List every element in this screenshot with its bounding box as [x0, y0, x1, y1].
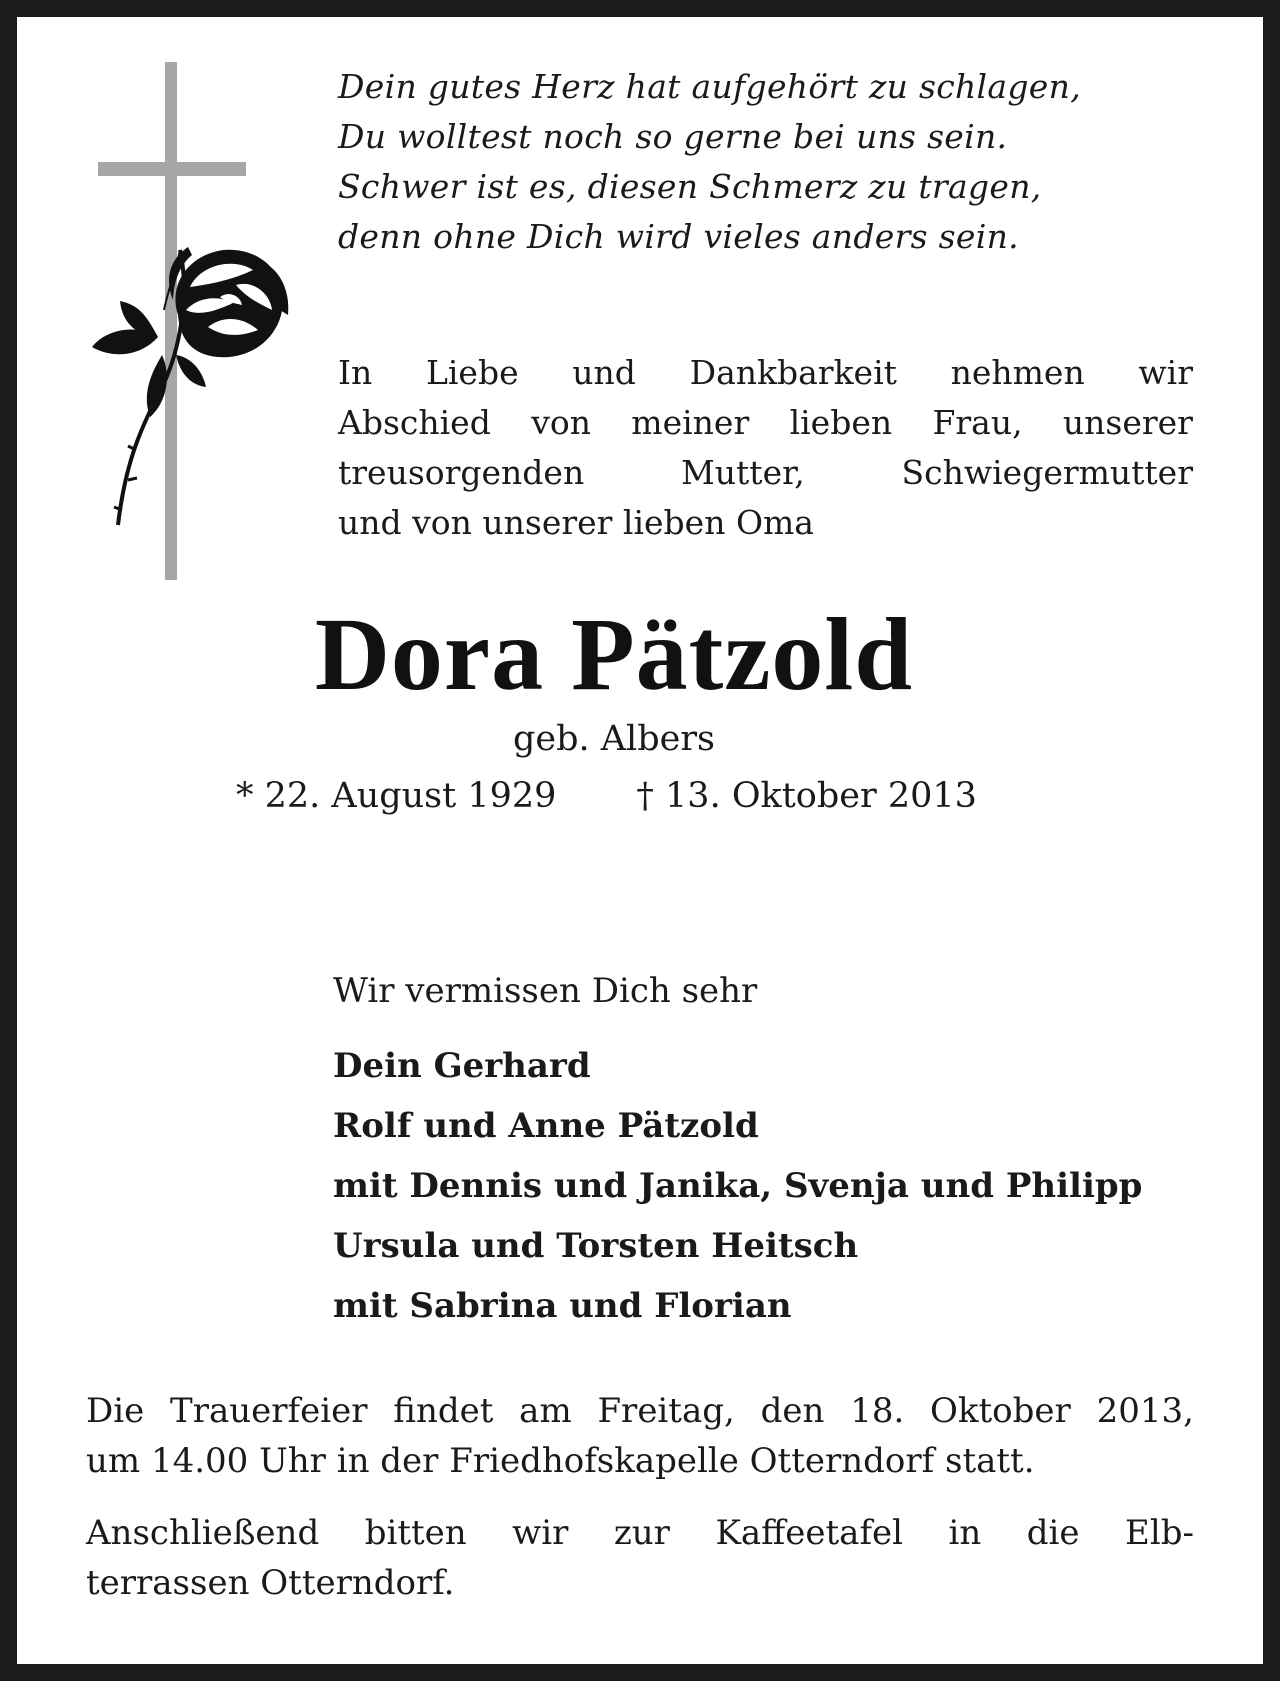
word: Kaffeetafel	[715, 1513, 904, 1553]
death-date: † 13. Oktober 2013	[636, 776, 977, 816]
word: von	[531, 403, 591, 442]
word: Mutter,	[681, 453, 805, 492]
word: Anschließend	[86, 1513, 320, 1553]
mourner: mit Sabrina und Florian	[333, 1286, 792, 1326]
ceremony-line	[86, 1386, 1194, 1436]
ceremony-line	[86, 1436, 1194, 1486]
reception-line-2: terrassen Otterndorf.	[86, 1563, 455, 1603]
intro-line	[338, 398, 1193, 448]
mourner: Rolf und Anne Pätzold	[333, 1106, 759, 1146]
word: 18.	[850, 1391, 905, 1431]
deceased-name: Dora Pätzold	[314, 597, 914, 712]
mourner: mit Dennis und Janika, Svenja und Philipp	[333, 1166, 1143, 1206]
word: unserer	[1062, 403, 1193, 442]
word: Freitag,	[597, 1391, 735, 1431]
word: den	[760, 1391, 825, 1431]
word: In	[338, 353, 373, 392]
word: und	[572, 353, 636, 392]
word: Dankbarkeit	[689, 353, 897, 392]
word: Oktober	[930, 1391, 1071, 1431]
word: Elb-	[1125, 1513, 1194, 1553]
word: wir	[1138, 353, 1193, 392]
word: Schwiegermutter	[901, 453, 1193, 492]
word: Liebe	[425, 353, 519, 392]
reception-info	[86, 1508, 1194, 1608]
reception-line	[86, 1558, 1194, 1608]
life-dates	[236, 771, 977, 821]
cross-with-rose-icon	[80, 55, 305, 580]
funeral-ceremony-info	[86, 1386, 1194, 1486]
word: lieben	[789, 403, 893, 442]
word: nehmen	[950, 353, 1085, 392]
word: Trauerfeier	[170, 1391, 368, 1431]
ceremony-line-2: um 14.00 Uhr in der Friedhofskapelle Otterndorf statt.	[86, 1441, 1035, 1481]
intro-text	[338, 348, 1193, 548]
poem	[338, 62, 1198, 262]
birth-date: * 22. August 1929	[236, 776, 557, 816]
intro-line	[338, 348, 1193, 398]
word: Die	[86, 1391, 145, 1431]
poem-line: Du wolltest noch so gerne bei uns sein.	[338, 117, 1008, 156]
word: die	[1026, 1513, 1080, 1553]
word: wir	[512, 1513, 569, 1553]
word: treusorgenden	[338, 453, 585, 492]
word: meiner	[631, 403, 750, 442]
word: zur	[613, 1513, 670, 1553]
mourner: Dein Gerhard	[333, 1046, 591, 1086]
birth-name: geb. Albers	[512, 719, 716, 759]
rose-icon	[92, 247, 288, 525]
word: findet	[393, 1391, 494, 1431]
intro-last-line: und von unserer lieben Oma	[338, 503, 814, 542]
poem-line: Dein gutes Herz hat aufgehört zu schlagen,	[338, 67, 1081, 106]
closing-line: Wir vermissen Dich sehr	[333, 971, 758, 1011]
word: Abschied	[338, 403, 491, 442]
word: am	[519, 1391, 572, 1431]
poem-line: Schwer ist es, diesen Schmerz zu tragen,	[338, 167, 1042, 206]
intro-line	[338, 498, 1193, 548]
poem-line: denn ohne Dich wird vieles anders sein.	[338, 217, 1019, 256]
mourners-list	[333, 1036, 1142, 1336]
word: in	[948, 1513, 982, 1553]
mourner: Ursula und Torsten Heitsch	[333, 1226, 859, 1266]
word: 2013,	[1096, 1391, 1194, 1431]
word: Frau,	[932, 403, 1023, 442]
word: bitten	[364, 1513, 467, 1553]
reception-line	[86, 1508, 1194, 1558]
intro-line	[338, 448, 1193, 498]
